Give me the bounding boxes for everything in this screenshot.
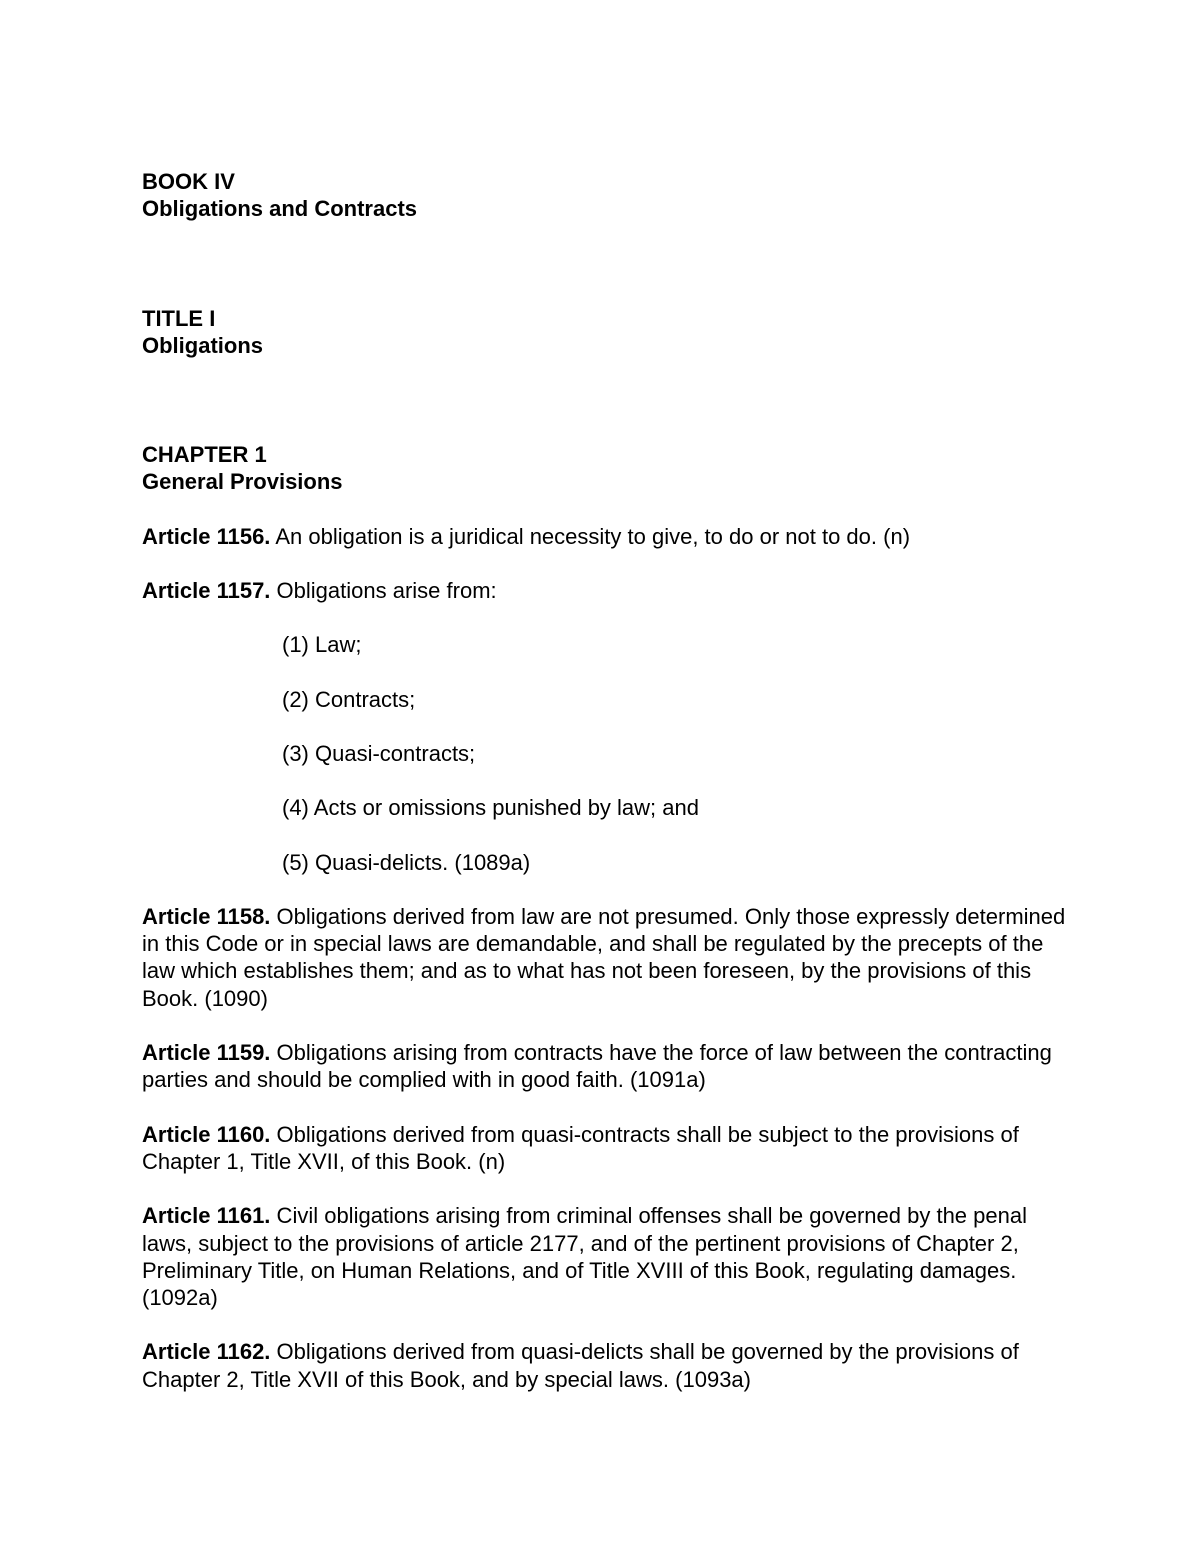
article-text: Civil obligations arising from criminal offenses shall be governed by the penal laws, subject to the provisions of article 2177, and of the pertinent provisions of Chapter 2, Preliminary Title, on Human Relations, and of Title XVIII of this Book, regulating damages. (1092a)	[142, 1203, 1027, 1311]
title-heading	[142, 305, 1067, 360]
article-1156	[142, 523, 1067, 550]
article-number: Article 1157.	[142, 578, 271, 604]
article-text: Obligations derived from quasi-contracts shall be subject to the provisions of Chapter 1, Title XVII, of this Book. (n)	[142, 1121, 1019, 1174]
article-1160	[142, 1121, 1067, 1176]
source-item-quasi-delicts: (5) Quasi-delicts. (1089a)	[282, 849, 531, 875]
article-1162	[142, 1338, 1067, 1393]
article-number: Article 1156.	[142, 523, 271, 549]
book-label: BOOK IV	[142, 169, 235, 194]
article-text: Obligations arising from contracts have the force of law between the contracting parties and should be complied with in good faith. (1091a)	[142, 1040, 1052, 1093]
article-number: Article 1159.	[142, 1040, 271, 1066]
source-item-contracts: (2) Contracts;	[282, 686, 416, 712]
book-heading	[142, 168, 1067, 223]
title-label: TITLE I	[142, 305, 216, 331]
article-text: An obligation is a juridical necessity to give, to do or not to do. (n)	[270, 523, 911, 549]
article-text: Obligations derived from law are not presumed. Only those expressly determined in this Code or in special laws are demandable, and shall be regulated by the precepts of the law which establishes them; and as to what has not been foreseen, by the provisions of this Book. (1090)	[142, 903, 1066, 1011]
title-name: Obligations	[142, 332, 263, 358]
article-number: Article 1160.	[142, 1121, 271, 1147]
source-item-acts-omissions: (4) Acts or omissions punished by law; and	[282, 795, 699, 821]
chapter-label: CHAPTER 1	[142, 442, 267, 468]
source-item-quasi-contracts: (3) Quasi-contracts;	[282, 740, 476, 766]
document-body	[142, 168, 1067, 1420]
article-text: Obligations derived from quasi-delicts shall be governed by the provisions of Chapter 2, Title XVII of this Book, and by special laws. (1093a)	[142, 1339, 1019, 1392]
book-name: Obligations and Contracts	[142, 196, 418, 222]
chapter-name: General Provisions	[142, 469, 343, 495]
article-1161	[142, 1202, 1067, 1311]
article-number: Article 1162.	[142, 1339, 271, 1365]
article-number: Article 1158.	[142, 903, 271, 929]
article-1159	[142, 1039, 1067, 1094]
article-1158	[142, 903, 1067, 1012]
source-item-law: (1) Law;	[282, 632, 362, 658]
article-text: Obligations arise from:	[270, 578, 497, 604]
chapter-heading	[142, 441, 1067, 496]
article-number: Article 1161.	[142, 1203, 271, 1229]
article-1157	[142, 577, 1067, 604]
